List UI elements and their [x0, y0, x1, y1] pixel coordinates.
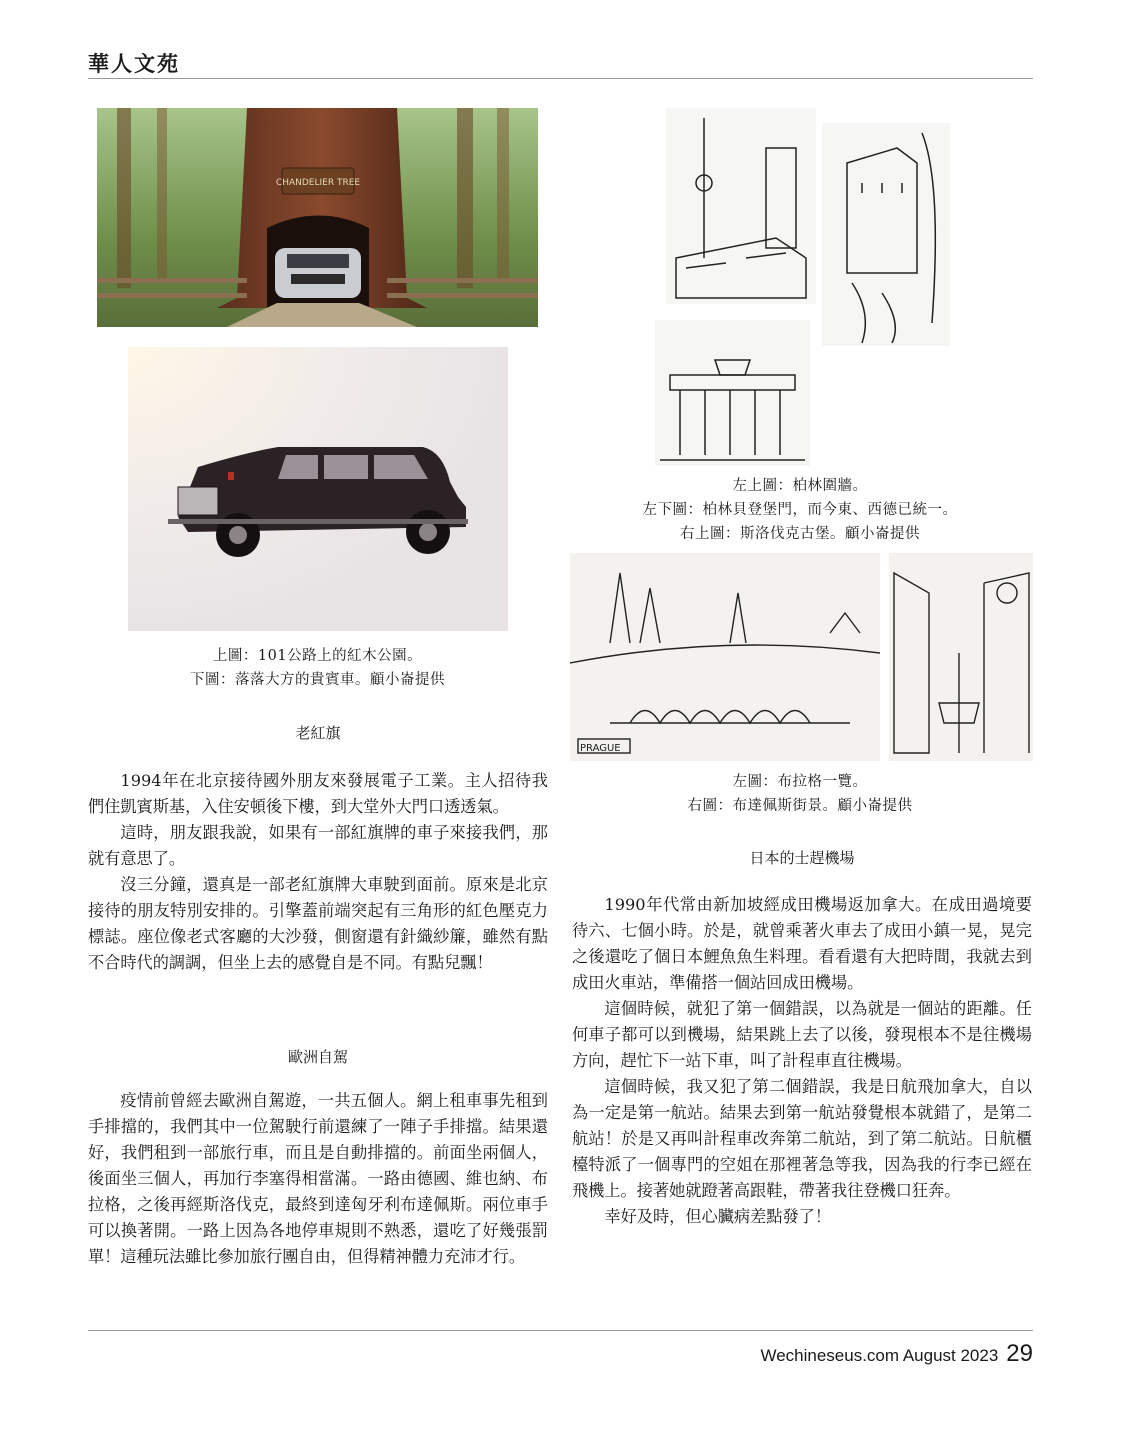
caption-line: 左圖：布拉格一覽。 — [732, 774, 868, 790]
prague-sketch-label: PRAGUE — [580, 743, 621, 754]
sketch-berlin-wall — [666, 108, 816, 304]
page-header-title: 華人文苑 — [88, 51, 180, 76]
paragraph: 這時，朋友跟我說，如果有一部紅旗牌的車子來接我們，那就有意思了。 — [88, 823, 548, 868]
section-heading-europe: 歐洲自駕 — [287, 1048, 348, 1066]
caption-line: 左下圖：柏林貝登堡門，而今東、西德已統一。 — [642, 502, 958, 518]
photo-redwood-tree — [97, 108, 538, 327]
drawing-hongqi-car — [128, 347, 508, 631]
caption-line: 右圖：布達佩斯街景。顧小崙提供 — [687, 798, 913, 814]
paragraph: 疫情前曾經去歐洲自駕遊，一共五個人。網上租車事先租到手排擋的，我們其中一位駕駛行前還練了一陣子手排擋。結果還好，我們租到一部旅行車，而且是自動排擋的。前面坐兩個人，後面坐三個人，再加行李塞得相當滿。一路由德國、維也納、布拉格，之後再經斯洛伐克，最終到達匈牙利布達佩斯。兩位車手可以換著開。一路上因為各地停車規則不熟悉，還吃了好幾張罰單！這種玩法雖比參加旅行團自由，但得精神體力充沛才行。 — [88, 1091, 548, 1266]
caption-right-top — [570, 474, 1030, 546]
paragraph: 這個時候，就犯了第一個錯誤，以為就是一個站的距離。任何車子都可以到機場，結果跳上去了以後，發現根本不是往機場方向，趕忙下一站下車，叫了計程車直往機場。 — [572, 999, 1032, 1070]
header-rule — [88, 78, 1033, 79]
page-footer — [760, 1340, 1033, 1368]
paragraph: 沒三分鐘，還真是一部老紅旗牌大車駛到面前。原來是北京接待的朋友特別安排的。引擎蓋前端突起有三角形的紅色壓克力標誌。座位像老式客廳的大沙發，側窗還有針織紗簾，雖然有點不合時代的調調，但坐上去的感覺自是不同。有點兒飄！ — [88, 875, 548, 972]
caption-right-bottom — [570, 770, 1030, 818]
sketch-brandenburg-gate — [655, 320, 810, 466]
section-body-airport — [572, 892, 1032, 1230]
caption-line: 右上圖：斯洛伐克古堡。顧小崙提供 — [680, 526, 920, 542]
caption-line: 下圖：落落大方的貴賓車。顧小崙提供 — [190, 672, 445, 688]
footer-rule — [88, 1330, 1033, 1331]
section-heading-hongqi: 老紅旗 — [295, 724, 341, 742]
page-number: 29 — [1006, 1340, 1033, 1367]
caption-line: 左上圖：柏林圍牆。 — [732, 478, 868, 494]
footer-site: Wechineseus.com August 2023 — [760, 1346, 999, 1365]
paragraph: 幸好及時，但心臟病差點發了！ — [604, 1207, 832, 1226]
sketch-prague — [570, 553, 880, 761]
section-body-europe — [88, 1088, 548, 1270]
sketch-slovak-castle — [822, 123, 950, 346]
paragraph: 1990年代常由新加坡經成田機場返加拿大。在成田過境要待六、七個小時。於是，就曾乘著火車去了成田小鎮一晃，晃完之後還吃了個日本鯉魚魚生料理。看看還有大把時間，我就去到成田火車站，準備搭一個站回成田機場。 — [572, 895, 1032, 992]
caption-left-photos — [97, 644, 538, 692]
section-heading-airport: 日本的士趕機場 — [749, 849, 855, 867]
paragraph: 1994年在北京接待國外朋友來發展電子工業。主人招待我們住凱賓斯基，入住安頓後下樓，到大堂外大門口透透氣。 — [88, 771, 548, 816]
sketch-budapest-street — [889, 553, 1033, 761]
paragraph: 這個時候，我又犯了第二個錯誤，我是日航飛加拿大，自以為一定是第一航站。結果去到第一航站發覺根本就錯了，是第二航站！於是又再叫計程車改奔第二航站，到了第二航站。日航櫃檯特派了一個專門的空姐在那裡著急等我，因為我的行李已經在飛機上。接著她就蹬著高跟鞋，帶著我往登機口狂奔。 — [572, 1077, 1032, 1200]
section-body-hongqi — [88, 768, 548, 976]
tree-sign-text: CHANDELIER TREE — [275, 178, 361, 188]
caption-line: 上圖：101公路上的紅木公園。 — [212, 648, 423, 664]
